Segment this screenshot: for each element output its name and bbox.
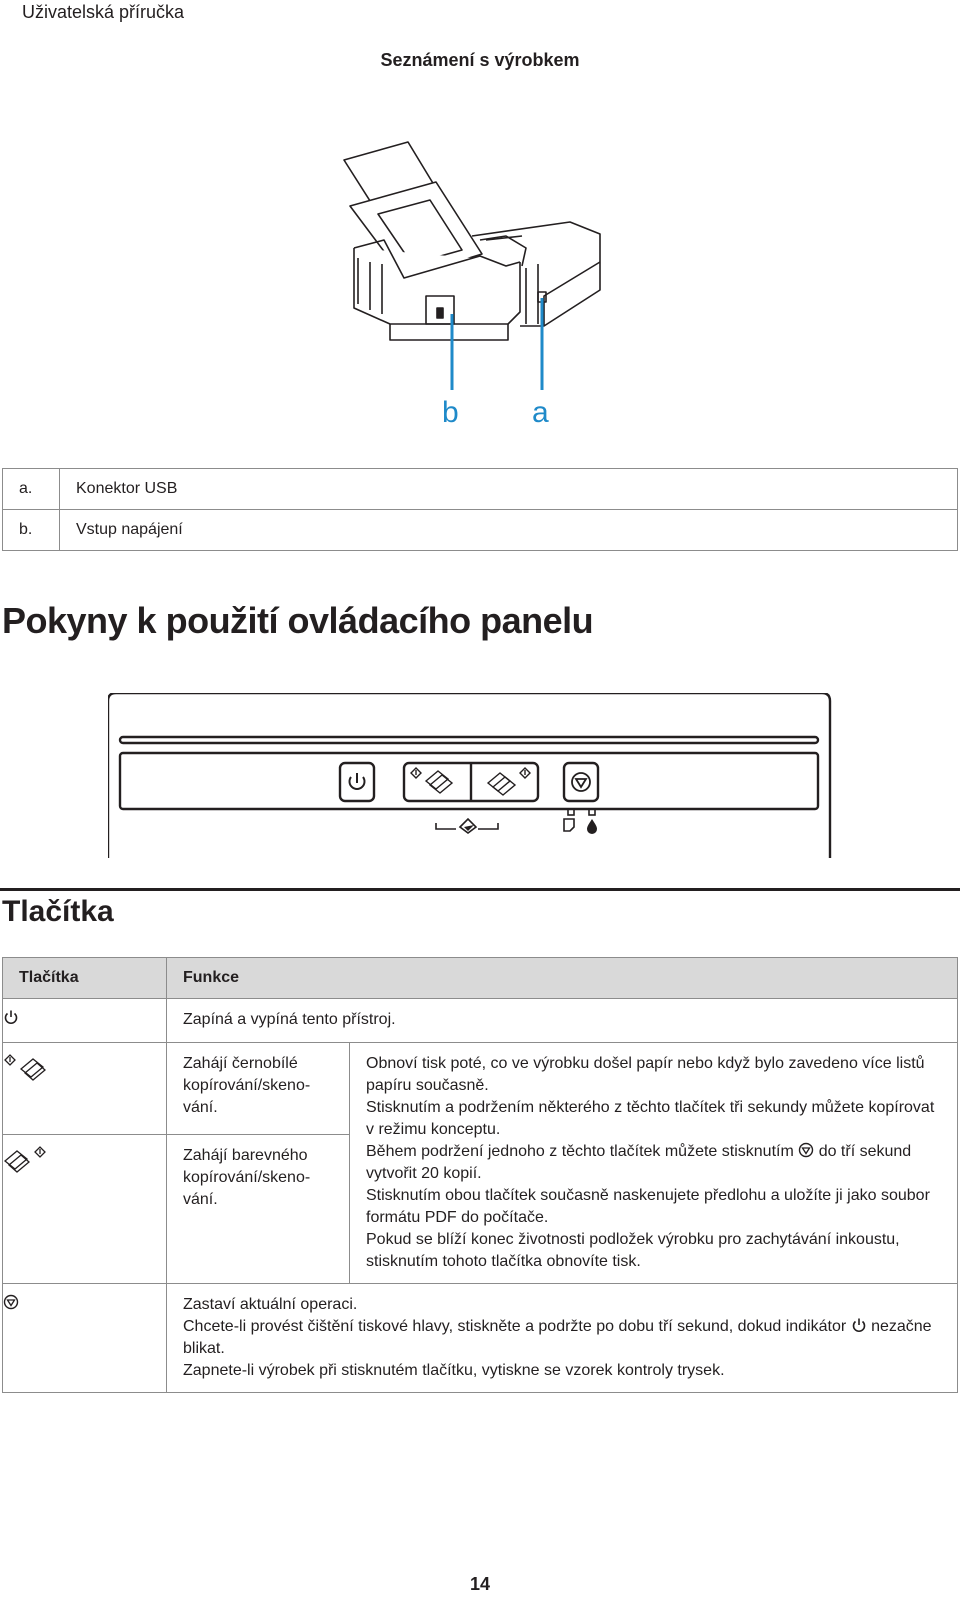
legend-value: Vstup napájení [60, 510, 958, 551]
color-copy-icon [3, 1145, 47, 1173]
stop-line-3: Zapnete-li výrobek při stisknutém tlačítku, vytiskne se vzorek kontroly trysek. [183, 1362, 725, 1379]
figure-legend-table [2, 468, 958, 551]
shared-line-3-tail: do tří sekund vytvořit 20 kopií. [366, 1143, 912, 1182]
stop-button-cell [3, 1284, 167, 1393]
column-header-function: Funkce [167, 958, 958, 999]
legend-row [3, 510, 958, 551]
shared-line-3-text: Během podržení jednoho z těchto tlačítek můžete stisknutím [366, 1143, 794, 1160]
power-icon [3, 1009, 19, 1025]
table-row [3, 1043, 958, 1135]
table-row [3, 1284, 958, 1393]
stop-line-2 [183, 1316, 941, 1360]
printer-rear-illustration [330, 128, 630, 440]
section-rule [0, 888, 960, 891]
power-icon [851, 1317, 867, 1333]
control-panel-illustration [108, 693, 850, 858]
ink-drop-icon [587, 819, 597, 834]
buttons-table [2, 957, 958, 1393]
running-header: Uživatelská příručka [22, 2, 185, 22]
callout-b-label: b [442, 396, 459, 429]
paper-feed-icon [460, 819, 476, 833]
column-header-buttons: Tlačítka [3, 958, 167, 999]
stop-icon [3, 1294, 19, 1310]
power-button-cell [3, 999, 167, 1043]
stop-icon [798, 1142, 814, 1158]
bw-copy-icon [3, 1053, 47, 1081]
color-copy-function-text: Zahájí barevného kopírování/skeno-vání. [167, 1134, 350, 1283]
bw-copy-function-text: Zahájí černobílé kopírování/skeno-vání. [167, 1043, 350, 1135]
stop-line-2-tail: nezačne blikat. [183, 1318, 932, 1357]
shared-line-1: Obnoví tisk poté, co ve výrobku došel papír nebo když bylo zavedeno více listů papíru současně. [366, 1055, 925, 1094]
legend-row [3, 469, 958, 510]
shared-line-3 [366, 1141, 941, 1185]
legend-key: a. [3, 469, 60, 510]
callout-a-label: a [532, 396, 549, 429]
stop-line-1: Zastaví aktuální operaci. [183, 1296, 358, 1313]
section-title: Seznámení s výrobkem [380, 50, 580, 70]
shared-line-5: Pokud se blíží konec životnosti podložek výrobku pro zachytávání inkoustu, stisknutím tohoto tlačítka obnovíte tisk. [366, 1231, 900, 1270]
power-function-text: Zapíná a vypíná tento přístroj. [167, 999, 958, 1043]
table-header-row [3, 958, 958, 999]
table-row [3, 999, 958, 1043]
page-number: 14 [469, 1574, 491, 1594]
color-copy-button-cell [3, 1134, 167, 1283]
buttons-heading: Tlačítka [2, 895, 114, 928]
shared-line-2: Stisknutím a podržením některého z těchto tlačítek tři sekundy můžete kopírovat v režimu konceptu. [366, 1099, 935, 1138]
shared-line-4: Stisknutím obou tlačítek současně naskenujete předlohu a uložíte ji jako soubor formátu PDF do počítače. [366, 1187, 930, 1226]
bw-copy-icon [411, 768, 452, 793]
stop-line-2-text: Chcete-li provést čištění tiskové hlavy, stiskněte a podržte po dobu tří sekund, dokud indikátor [183, 1318, 847, 1335]
color-copy-icon [488, 768, 530, 795]
stop-icon [572, 773, 590, 791]
legend-value: Konektor USB [60, 469, 958, 510]
bw-copy-button-cell [3, 1043, 167, 1135]
legend-key: b. [3, 510, 60, 551]
power-icon [350, 773, 365, 789]
stop-function-text [167, 1284, 958, 1393]
copy-shared-function-text [350, 1043, 958, 1284]
panel-heading: Pokyny k použití ovládacího panelu [2, 600, 594, 641]
